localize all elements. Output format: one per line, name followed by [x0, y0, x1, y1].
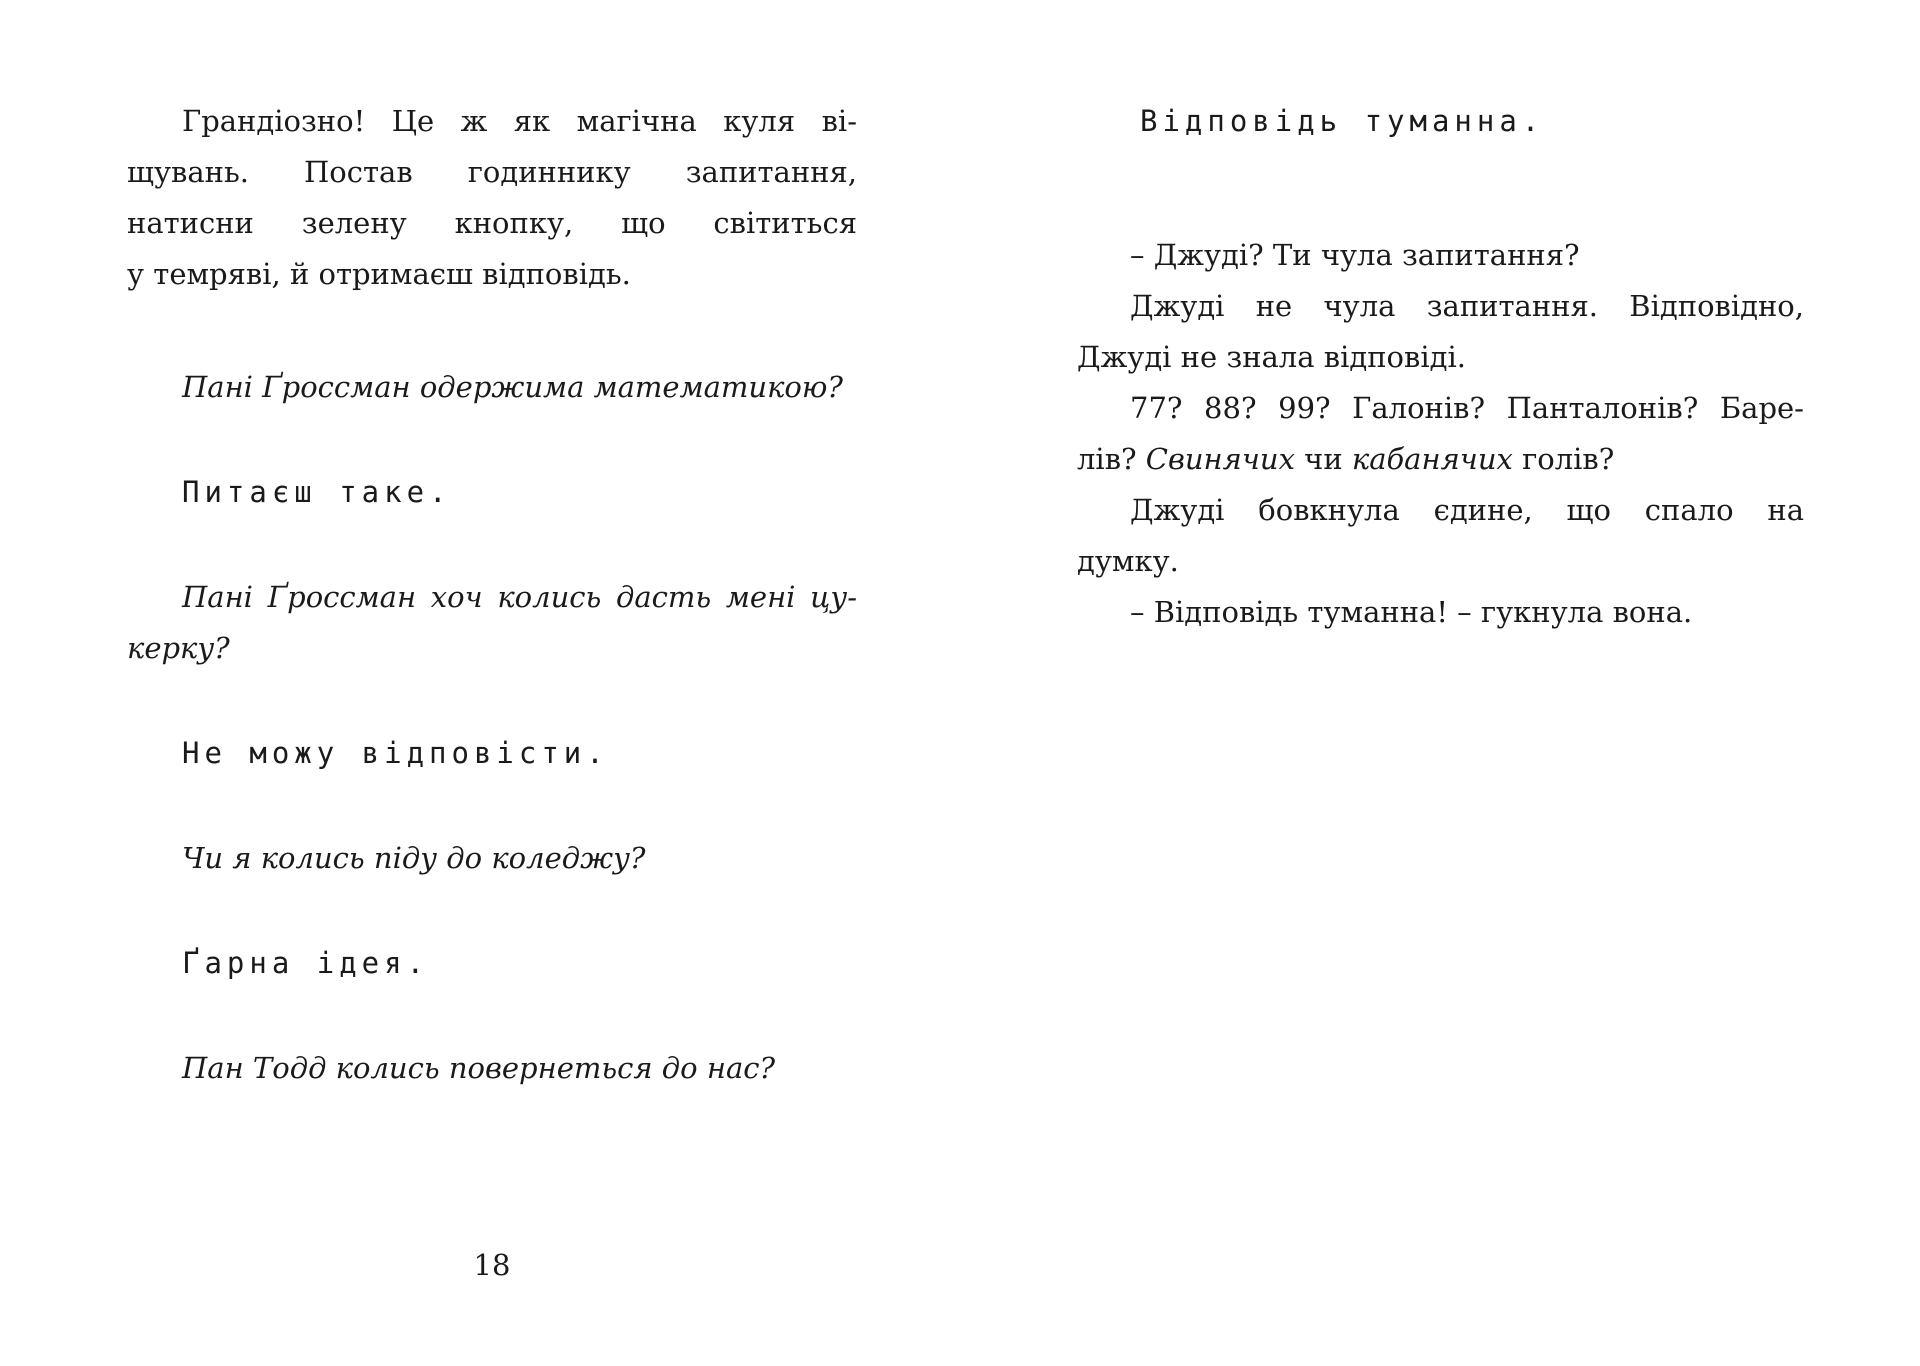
question-line: Пан Тодд колись повернеться до нас?: [182, 1051, 776, 1085]
dialogue-line: – Джуді? Ти чула запитання?: [1130, 238, 1580, 272]
question-line: Чи я колись піду до коледжу?: [182, 841, 646, 875]
dialogue-emphasis: кабанячих: [1351, 442, 1513, 476]
magic-ball-question-3: [127, 833, 857, 884]
magic-ball-question-4: [127, 1043, 857, 1094]
left-page: [127, 96, 857, 1094]
intro-line: у темряві, й отримаєш відповідь.: [127, 257, 631, 291]
magic-ball-question-1: [127, 362, 857, 413]
question-line: керку?: [127, 631, 230, 665]
dialogue-text: чи: [1294, 442, 1352, 476]
magic-ball-answer-heading: [1077, 96, 1804, 147]
intro-line: щувань. Постав годиннику запитання,: [127, 155, 857, 189]
dialogue-line-mixed: [1077, 434, 1804, 485]
magic-ball-answer-1: [127, 467, 857, 518]
intro-paragraph: [127, 96, 857, 300]
dialogue-line: Джуді не чула запитання. Відповідно,: [1130, 289, 1804, 323]
right-page: [1077, 96, 1804, 638]
intro-line: натисни зелену кнопку, що світиться: [127, 206, 857, 240]
intro-line: Грандіозно! Це ж як магічна куля ві-: [182, 104, 857, 138]
page-number: 18: [473, 1248, 511, 1282]
dialogue-line: 77? 88? 99? Галонів? Панталонів? Баре-: [1130, 391, 1804, 425]
magic-ball-answer-2: [127, 728, 857, 779]
answer-line: Відповідь туманна.: [1140, 104, 1545, 138]
magic-ball-question-2: [127, 572, 857, 674]
answer-line: Не можу відповісти.: [182, 736, 609, 770]
dialogue-text: голів?: [1512, 442, 1615, 476]
dialogue-emphasis: Свинячих: [1145, 442, 1295, 476]
magic-ball-answer-3: [127, 938, 857, 989]
dialogue-line: думку.: [1077, 544, 1179, 578]
question-line: Пані Ґроссман хоч колись дасть мені цу-: [182, 580, 857, 614]
dialogue-line: – Відповідь туманна! – гукнула вона.: [1130, 595, 1693, 629]
answer-line: Питаєш таке.: [182, 475, 452, 509]
dialogue-text: лів?: [1077, 442, 1146, 476]
dialogue-line: Джуді бовкнула єдине, що спало на: [1130, 493, 1804, 527]
question-line: Пані Ґроссман одержима математикою?: [182, 370, 843, 404]
answer-line: Ґарна ідея.: [182, 946, 430, 980]
dialogue-paragraphs: [1077, 230, 1804, 638]
dialogue-line: Джуді не знала відповіді.: [1077, 340, 1466, 374]
